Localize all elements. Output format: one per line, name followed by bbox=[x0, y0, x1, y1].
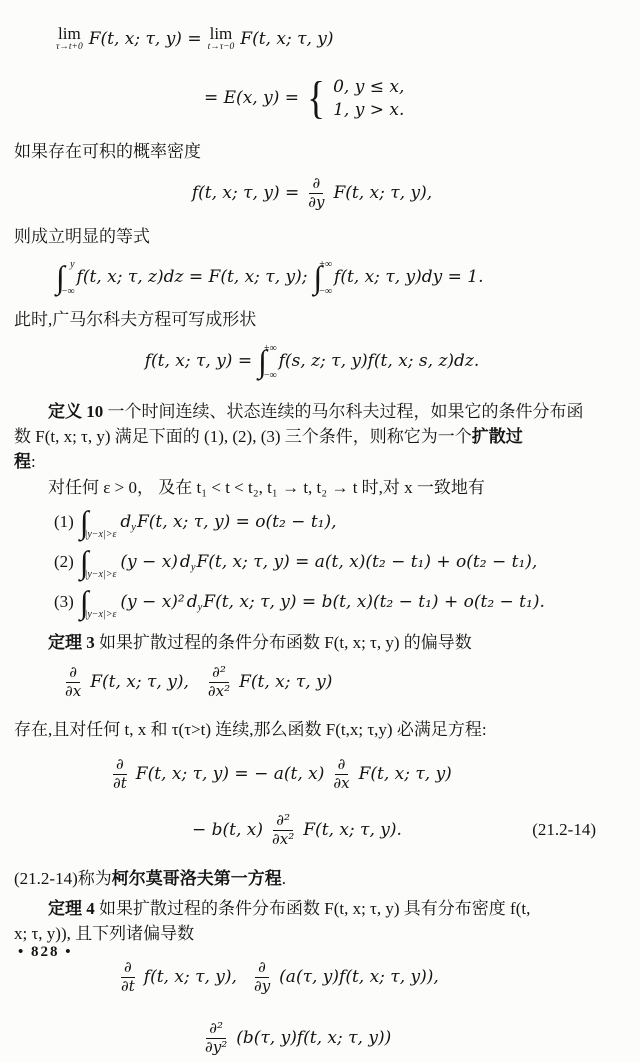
differential-subscript: y bbox=[131, 521, 136, 533]
paragraph-forall-epsilon: 对任何 ε > 0， 及在 t₁ < t < t₂, t₁ → t, t₂ → t 时,对 x 一致地有 bbox=[48, 478, 485, 497]
thm4-line1 bbox=[14, 894, 616, 919]
formula-E-cases bbox=[14, 70, 616, 126]
diffusion-process-term: 扩散过 bbox=[471, 427, 523, 446]
thm4-line2 bbox=[14, 919, 616, 944]
def10-text: : bbox=[31, 452, 36, 471]
formula-fragment: = E(x, y) = bbox=[204, 88, 299, 108]
theorem-3-label: 定理 3 bbox=[48, 633, 95, 652]
kolmogorov-first-equation-term: 柯尔莫哥洛夫第一方程 bbox=[111, 869, 282, 888]
fraction-d-dx: $\frac{\partial}{\partial x}$ bbox=[65, 663, 82, 700]
integral-limits: +∞ −∞ bbox=[263, 343, 277, 381]
cases-brace: { bbox=[307, 72, 325, 124]
formula-condition-2 bbox=[14, 543, 616, 581]
formula-fragment: F(t, x; τ, y). bbox=[303, 820, 402, 840]
formula-fragment: F(t, x; τ, y) = o(t₂ − t₁), bbox=[136, 512, 337, 532]
integral-sign: ∫ bbox=[79, 584, 89, 620]
fraction-d2-dx2: $\frac{\text{∂²}}{\text{∂x²}}$ bbox=[272, 811, 295, 848]
lim-word: lim bbox=[209, 24, 233, 44]
paragraph-chapman-intro: 此时,广马尔科夫方程可写成形状 bbox=[14, 310, 257, 329]
def10-line1 bbox=[14, 397, 616, 422]
limit-operator-left bbox=[56, 25, 83, 53]
integral-limits: y −∞ bbox=[61, 259, 75, 297]
eqname-prefix: (21.2-14)称为 bbox=[14, 869, 112, 888]
equation-number: (21.2-14) bbox=[532, 820, 596, 839]
integral-region: |y−x|>ε bbox=[84, 528, 117, 540]
formula-limit-equation bbox=[14, 22, 616, 56]
indent-spacer bbox=[14, 899, 48, 918]
formula-fragment: F(t, x; τ, y) = − a(t, x) bbox=[135, 764, 325, 784]
lim-subscript: τ→t+0 bbox=[56, 42, 83, 53]
fraction-d-dy: $\frac{\partial}{\partial y}$ bbox=[308, 174, 325, 211]
formula-fragment: F(t, x; τ, y) = b(t, x)(t₂ − t₁) + o(t₂ − t₁). bbox=[203, 592, 545, 612]
formula-fragment: F(t, x; τ, y) bbox=[240, 29, 334, 49]
formula-fragment: (a(τ, y)f(t, x; τ, y)), bbox=[279, 967, 439, 987]
theorem-3-text: 如果扩散过程的条件分布函数 F(t, x; τ, y) 的偏导数 bbox=[99, 633, 472, 652]
formula-fragment: F(t, x; τ, y) = a(t, x)(t₂ − t₁) + o(t₂ − t₁), bbox=[196, 552, 538, 572]
formula-fragment: F(t, x; τ, y) bbox=[239, 672, 333, 692]
definition-label: 定义 10 bbox=[48, 402, 104, 421]
lim-subscript: t→τ−0 bbox=[207, 42, 235, 53]
fraction-d2-dx2: $\frac{\text{∂²}}{\text{∂x²}}$ bbox=[207, 663, 231, 700]
paragraph-theorem-4 bbox=[14, 894, 616, 944]
indent-spacer bbox=[14, 402, 48, 421]
paragraph-equation-name bbox=[14, 865, 616, 892]
fraction-d-dx: $\frac{\partial}{\partial x}$ bbox=[333, 755, 350, 792]
limit-operator-right bbox=[208, 25, 235, 53]
integral-sign: ∫ bbox=[258, 343, 267, 379]
fraction-d2-dy2: $\frac{\text{∂²}}{\text{∂y²}}$ bbox=[205, 1019, 228, 1056]
fraction-d-dt: $\frac{\partial}{\partial t}$ bbox=[113, 755, 127, 792]
theorem-4-text: 如果扩散过程的条件分布函数 F(t, x; τ, y) 具有分布密度 f(t, bbox=[99, 899, 531, 918]
formula-chapman-kolmogorov bbox=[14, 337, 616, 385]
formula-fragment: f(t, x; τ, y) = bbox=[144, 351, 253, 371]
formula-fragment: − b(t, x) bbox=[192, 820, 264, 840]
indent-spacer bbox=[14, 633, 48, 652]
differential-d: d bbox=[186, 592, 198, 612]
integral-sign: ∫ bbox=[56, 259, 65, 295]
paragraph-theorem-3 bbox=[14, 629, 616, 656]
integral-region: |y−x|>ε bbox=[84, 608, 117, 620]
formula-partials-f bbox=[14, 954, 616, 1000]
formula-fragment: F(t, x; τ, y) bbox=[358, 764, 452, 784]
formula-fragment: f(s, z; τ, y)f(t, x; s, z)dz. bbox=[278, 351, 480, 371]
formula-fragment: f(t, x; τ, y), bbox=[143, 967, 237, 987]
differential-subscript: y bbox=[197, 601, 203, 613]
formula-condition-3 bbox=[14, 583, 616, 621]
def10-text: 数 F(t, x; τ, y) 满足下面的 (1), (2), (3) 三个条件，则称它为一个 bbox=[14, 427, 472, 446]
case-top: 0, y ≤ x, bbox=[333, 76, 405, 97]
formula-fragment: F(t, x; τ, y) = bbox=[88, 29, 202, 49]
diffusion-process-term: 程 bbox=[14, 452, 31, 471]
paragraph-definition-10 bbox=[14, 397, 616, 472]
integral-sign: ∫ bbox=[79, 544, 89, 580]
paragraph-identity-intro: 则成立明显的等式 bbox=[14, 227, 150, 246]
integral-sign: ∫ bbox=[79, 504, 89, 540]
condition-number: (1) bbox=[54, 512, 74, 531]
integral-sign: ∫ bbox=[313, 259, 323, 295]
eqname-tail: . bbox=[281, 869, 286, 888]
formula-fragment: F(t, x; τ, y), bbox=[90, 672, 189, 692]
differential-d: d bbox=[120, 512, 132, 532]
theorem-4-label: 定理 4 bbox=[48, 899, 95, 918]
formula-fragment: f(t, x; τ, z)dz = F(t, x; τ, y); bbox=[76, 267, 308, 287]
cases-body bbox=[333, 77, 404, 120]
formula-integral-identities bbox=[14, 254, 616, 300]
condition-number: (3) bbox=[54, 592, 74, 611]
formula-fragment: f(t, x; τ, y)dy = 1. bbox=[334, 267, 484, 287]
formula-density bbox=[14, 171, 616, 215]
formula-fragment: (b(τ, y)f(t, x; τ, y)) bbox=[236, 1028, 392, 1048]
differential-d: d bbox=[179, 552, 191, 572]
differential-subscript: y bbox=[190, 561, 196, 573]
case-bottom: 1, y > x. bbox=[333, 99, 405, 120]
formula-fragment: (y − x)² bbox=[120, 592, 185, 612]
integral-region: |y−x|>ε bbox=[84, 568, 117, 580]
formula-condition-1 bbox=[14, 503, 616, 541]
def10-line3 bbox=[14, 447, 616, 472]
paragraph-exists-condition: 存在,且对任何 t, x 和 τ(τ>t) 连续,那么函数 F(t,x; τ,y) 必满足方程: bbox=[14, 720, 487, 739]
condition-number: (2) bbox=[54, 552, 74, 571]
def10-line2 bbox=[14, 422, 616, 447]
formula-fragment: f(t, x; τ, y) = bbox=[191, 183, 300, 203]
formula-partials-F bbox=[14, 660, 616, 704]
formula-kolmogorov-line1 bbox=[14, 751, 616, 797]
def10-text: 一个时间连续、状态连续的马尔科夫过程，如果它的条件分布函 bbox=[107, 402, 584, 421]
lim-word: lim bbox=[58, 24, 81, 44]
formula-fragment: F(t, x; τ, y), bbox=[333, 183, 433, 203]
formula-second-partial-f bbox=[14, 1014, 616, 1062]
fraction-d-dt: $\frac{\partial}{\partial t}$ bbox=[121, 958, 135, 995]
fraction-d-dy: $\frac{\partial}{\partial y}$ bbox=[253, 958, 271, 995]
page-number: • 828 • bbox=[18, 944, 73, 960]
formula-kolmogorov-line2 bbox=[14, 807, 616, 853]
paragraph-density-intro: 如果存在可积的概率密度 bbox=[14, 142, 201, 161]
formula-fragment: (y − x) bbox=[120, 552, 178, 572]
theorem-4-text: x; τ, y)), 且下列诸偏导数 bbox=[14, 924, 195, 943]
integral-limits: +∞ −∞ bbox=[319, 259, 333, 297]
